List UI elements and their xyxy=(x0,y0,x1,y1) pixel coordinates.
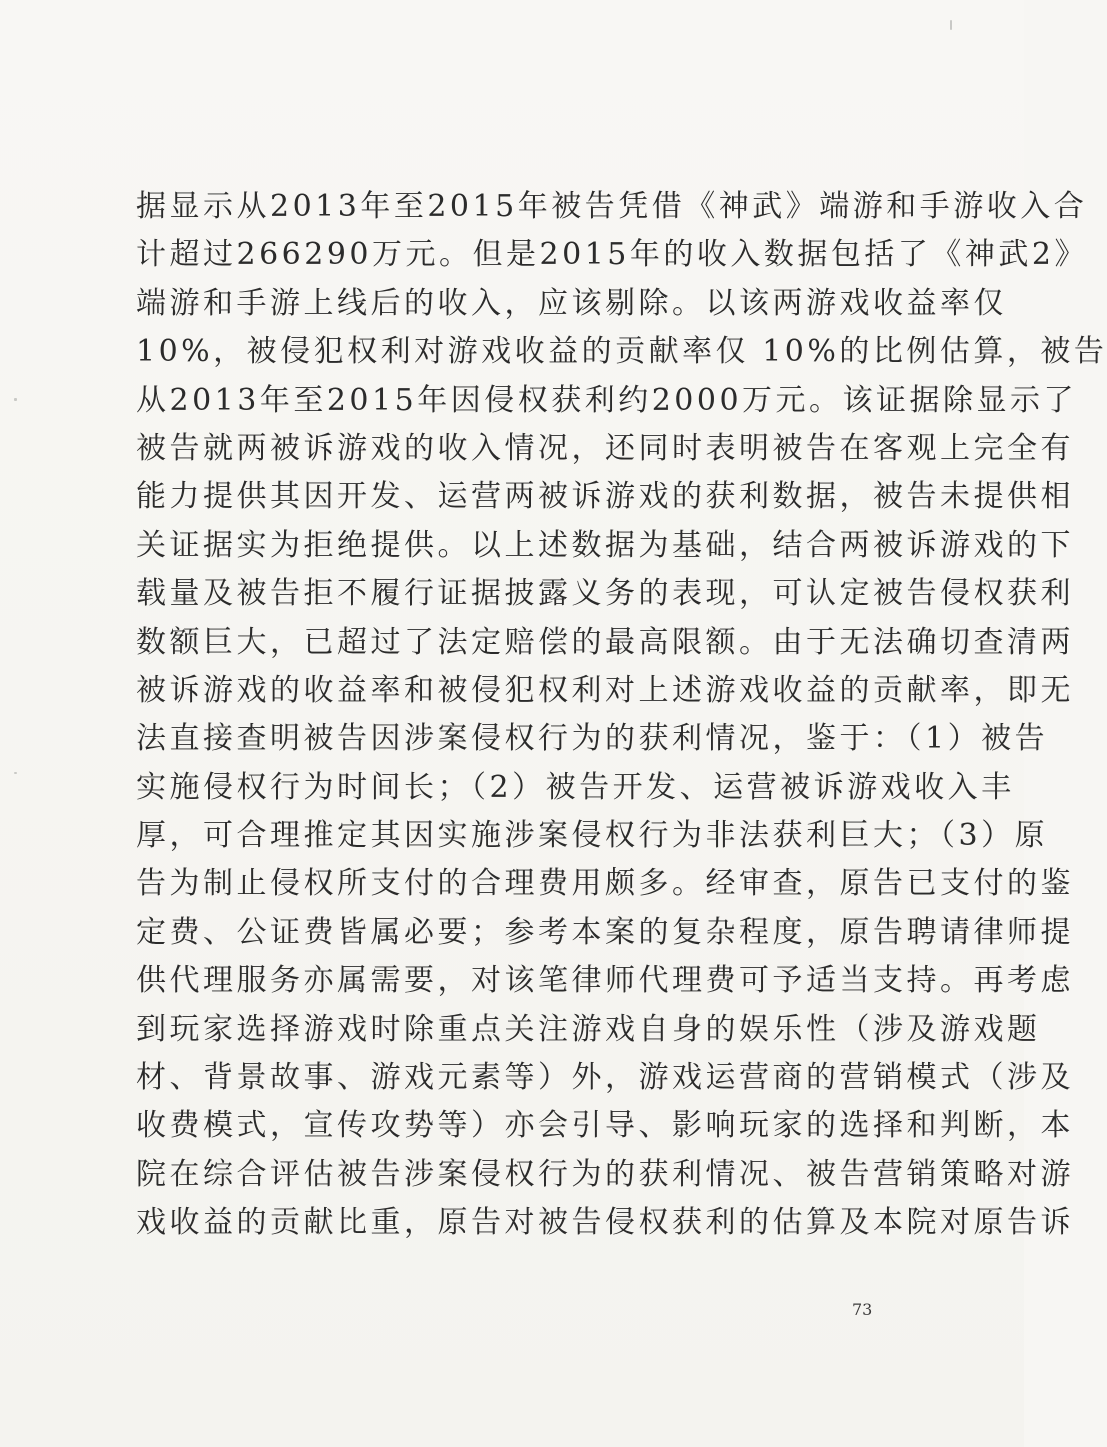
text-line: 被诉游戏的收益率和被侵犯权利对上述游戏收益的贡献率，即无 xyxy=(136,672,1074,708)
text-line: 能力提供其因开发、运营两被诉游戏的获利数据，被告未提供相 xyxy=(136,479,1074,515)
text-line: 到玩家选择游戏时除重点关注游戏自身的娱乐性（涉及游戏题 xyxy=(136,1011,1041,1047)
scan-speck xyxy=(950,20,952,30)
scan-speck xyxy=(14,398,17,401)
text-line: 10%，被侵犯权利对游戏收益的贡献率仅 10%的比例估算，被告 xyxy=(136,334,1107,370)
scan-speck xyxy=(14,772,17,774)
page-number: 73 xyxy=(852,1300,873,1319)
text-line: 被告就两被诉游戏的收入情况，还同时表明被告在客观上完全有 xyxy=(136,430,1074,466)
text-line: 据显示从2013年至2015年被告凭借《神武》端游和手游收入合 xyxy=(136,189,1088,224)
text-line: 关证据实为拒绝提供。以上述数据为基础，结合两被诉游戏的下 xyxy=(136,527,1074,563)
text-line: 计超过266290万元。但是2015年的收入数据包括了《神武2》 xyxy=(136,237,1088,273)
body-text xyxy=(136,183,1107,1248)
text-line: 收费模式，宣传攻势等）亦会引导、影响玩家的选择和判断，本 xyxy=(136,1108,1074,1144)
text-line: 法直接查明被告因涉案侵权行为的获利情况，鉴于：（1）被告 xyxy=(136,721,1049,757)
text-line: 数额巨大，已超过了法定赔偿的最高限额。由于无法确切查清两 xyxy=(136,624,1074,660)
text-line: 供代理服务亦属需要，对该笔律师代理费可予适当支持。再考虑 xyxy=(136,963,1074,999)
text-line: 材、背景故事、游戏元素等）外，游戏运营商的营销模式（涉及 xyxy=(136,1060,1074,1096)
text-line: 院在综合评估被告涉案侵权行为的获利情况、被告营销策略对游 xyxy=(136,1156,1074,1192)
text-line: 定费、公证费皆属必要；参考本案的复杂程度，原告聘请律师提 xyxy=(136,914,1074,950)
text-line: 从2013年至2015年因侵权获利约2000万元。该证据除显示了 xyxy=(136,382,1078,418)
text-line: 端游和手游上线后的收入，应该剔除。以该两游戏收益率仅 xyxy=(136,285,1007,321)
text-line: 实施侵权行为时间长；（2）被告开发、运营被诉游戏收入丰 xyxy=(136,769,1015,805)
text-line: 告为制止侵权所支付的合理费用颇多。经审查，原告已支付的鉴 xyxy=(136,866,1074,902)
text-line: 戏收益的贡献比重，原告对被告侵权获利的估算及本院对原告诉 xyxy=(136,1205,1074,1241)
text-line: 厚，可合理推定其因实施涉案侵权行为非法获利巨大；（3）原 xyxy=(136,818,1049,854)
text-line: 载量及被告拒不履行证据披露义务的表现，可认定被告侵权获利 xyxy=(136,576,1074,612)
